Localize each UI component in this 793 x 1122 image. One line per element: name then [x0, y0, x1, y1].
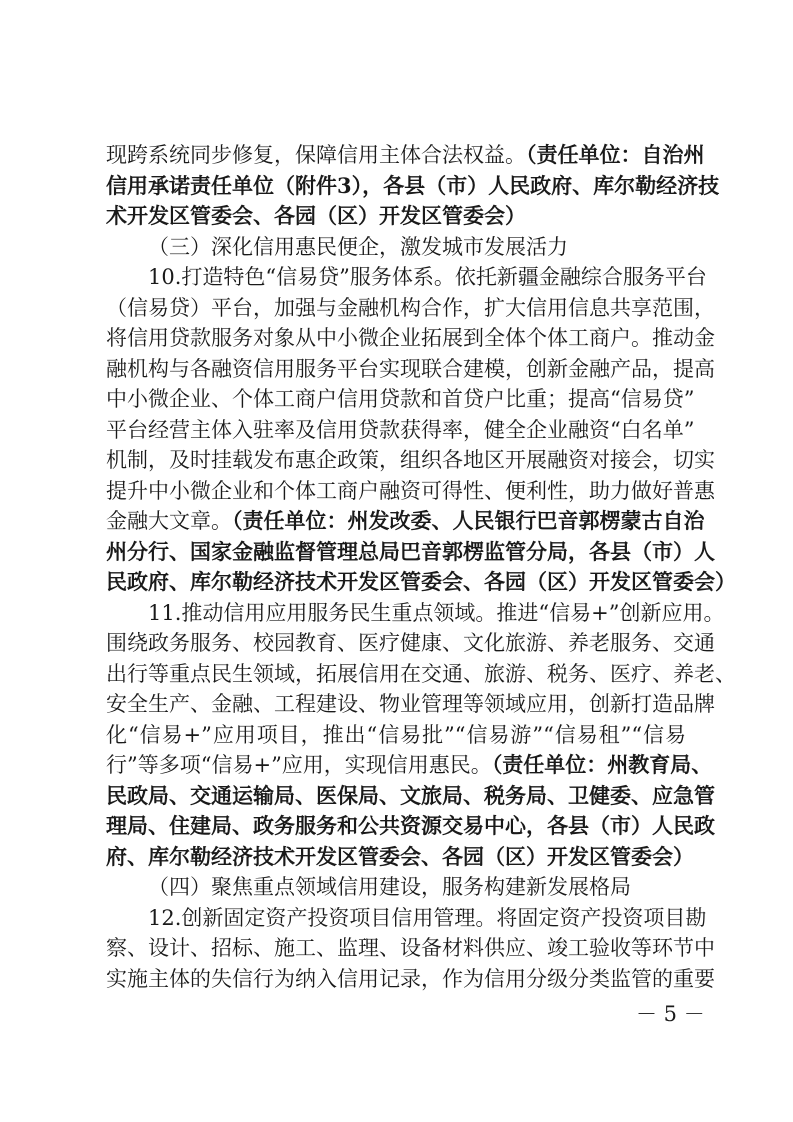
- body-text-segment: 平台经营主体入驻率及信用贷款获得率，健全企业融资“白名单”: [106, 418, 695, 442]
- text-line: [106, 843, 694, 871]
- text-line: [148, 599, 725, 627]
- body-text-segment: 融机构与各融资信用服务平台实现联合建模，创新金融产品，提高: [106, 357, 715, 381]
- text-line: [148, 873, 686, 901]
- text-line: [106, 721, 686, 749]
- responsible-unit-text: （责任单位：州教育局、: [491, 752, 713, 777]
- body-text-segment: 行”等多项“信易+”应用，实现信用惠民。: [106, 753, 492, 777]
- text-line: [106, 172, 720, 200]
- body-text-segment: （四）聚焦重点领域信用建设，服务构建新发展格局: [148, 875, 631, 899]
- body-text-segment: 11.推动信用应用服务民生重点领域。推进“信易+”创新应用。: [148, 601, 725, 625]
- text-line: [106, 416, 695, 444]
- responsible-unit-text: （责任单位：自治州: [526, 142, 705, 167]
- text-line: [106, 324, 715, 352]
- text-line: [106, 507, 705, 535]
- body-text-segment: （信易贷）平台，加强与金融机构合作，扩大信用信息共享范围，: [106, 296, 715, 320]
- text-line: [106, 294, 715, 322]
- text-line: [106, 965, 715, 993]
- text-line: [106, 629, 715, 657]
- text-line: [106, 690, 715, 718]
- text-line: [106, 782, 715, 810]
- text-line: [148, 263, 707, 291]
- text-line: [148, 233, 686, 261]
- text-line: [106, 385, 695, 413]
- page-number: － 5 －: [636, 1002, 705, 1026]
- text-line: [106, 751, 713, 779]
- body-text-segment: 12.创新固定资产投资项目信用管理。将固定资产投资项目勘: [148, 906, 707, 930]
- body-text-segment: （三）深化信用惠民便企，激发城市发展活力: [148, 235, 568, 259]
- body-text-segment: 现跨系统同步修复，保障信用主体合法权益。: [106, 143, 526, 167]
- body-text-segment: 机制，及时挂载发布惠企政策，组织各地区开展融资对接会，切实: [106, 448, 715, 472]
- text-line: [106, 660, 736, 688]
- text-line: [106, 568, 736, 596]
- text-line: [106, 202, 686, 230]
- text-line: [106, 355, 715, 383]
- text-line: [148, 904, 707, 932]
- text-line: [106, 477, 715, 505]
- body-text-segment: 中小微企业、个体工商户信用贷款和首贷户比重；提高“信易贷”: [106, 387, 695, 411]
- body-text-segment: 安全生产、金融、工程建设、物业管理等领域应用，创新打造品牌: [106, 692, 715, 716]
- body-text-segment: 10.打造特色“信易贷”服务体系。依托新疆金融综合服务平台: [148, 265, 707, 289]
- body-text-segment: 化“信易+”应用项目，推出“信易批”“信易游”“信易租”“信易: [106, 723, 686, 747]
- text-line: [106, 812, 715, 840]
- responsible-unit-text: 府、库尔勒经济技术开发区管委会、各园（区）开发区管委会）: [106, 844, 694, 869]
- responsible-unit-text: 信用承诺责任单位（附件3），各县（市）人民政府、库尔勒经济技: [106, 173, 720, 198]
- body-text-segment: 提升中小微企业和个体工商户融资可得性、便利性，助力做好普惠: [106, 479, 715, 503]
- responsible-unit-text: 术开发区管委会、各园（区）开发区管委会）: [106, 203, 526, 228]
- text-line: [106, 446, 715, 474]
- text-line: [106, 141, 705, 169]
- text-line: [106, 934, 715, 962]
- body-text-segment: 金融大文章。: [106, 509, 232, 533]
- responsible-unit-text: 民政府、库尔勒经济技术开发区管委会、各园（区）开发区管委会）: [106, 569, 736, 594]
- body-text-segment: 围绕政务服务、校园教育、医疗健康、文化旅游、养老服务、交通: [106, 631, 715, 655]
- body-text-segment: 实施主体的失信行为纳入信用记录，作为信用分级分类监管的重要: [106, 967, 715, 991]
- responsible-unit-text: 民政局、交通运输局、医保局、文旅局、税务局、卫健委、应急管: [106, 783, 715, 808]
- text-line: [106, 538, 715, 566]
- body-text-segment: 察、设计、招标、施工、监理、设备材料供应、竣工验收等环节中: [106, 936, 715, 960]
- body-text-segment: 将信用贷款服务对象从中小微企业拓展到全体个体工商户。推动金: [106, 326, 715, 350]
- responsible-unit-text: （责任单位：州发改委、人民银行巴音郭楞蒙古自治: [232, 508, 705, 533]
- responsible-unit-text: 州分行、国家金融监督管理总局巴音郭楞监管分局，各县（市）人: [106, 539, 715, 564]
- responsible-unit-text: 理局、住建局、政务服务和公共资源交易中心，各县（市）人民政: [106, 813, 715, 838]
- body-text-segment: 出行等重点民生领域，拓展信用在交通、旅游、税务、医疗、养老、: [106, 662, 736, 686]
